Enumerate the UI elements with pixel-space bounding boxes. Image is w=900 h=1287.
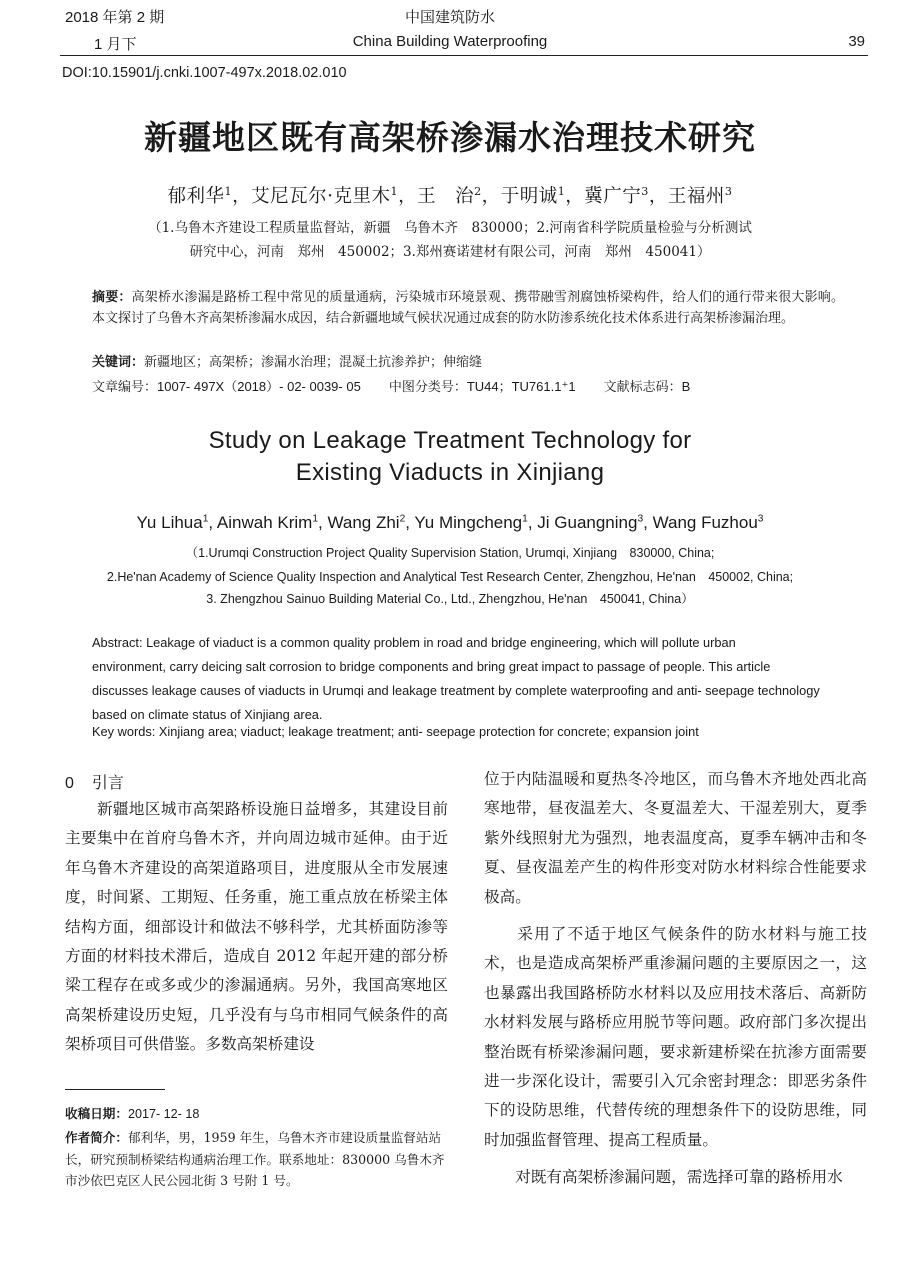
author-aff: 1	[202, 513, 209, 525]
abstract-en-label: Abstract:	[92, 635, 143, 650]
author-en: Wang Fuzhou	[652, 513, 758, 532]
title-en	[0, 425, 900, 489]
affiliation-en-line: 3. Zhengzhou Sainuo Building Material Co., Ltd., Zhengzhou, He'nan 450041, China）	[206, 592, 694, 606]
body-paragraph: 对既有高架桥渗漏问题，需选择可靠的路桥用水	[484, 1168, 843, 1187]
abstract-cn	[92, 286, 844, 329]
page-number: 39	[848, 33, 865, 50]
affiliation-en-line: （1.Urumqi Construction Project Quality Supervision Station, Urumqi, Xinjiang 830000, China;	[185, 546, 715, 560]
keywords-en-label: Key words:	[92, 724, 156, 739]
affiliation-cn-line: （1.乌鲁木齐建设工程质量监督站，新疆 乌鲁木齐 830000；2.河南省科学院质量检验与分析测试	[148, 220, 752, 236]
abstract-en-line: based on climate status of Xinjiang area.	[92, 707, 323, 722]
received-label: 收稿日期：	[65, 1107, 128, 1121]
footnote-rule	[65, 1089, 165, 1090]
abstract-en-line: Leakage of viaduct is a common quality problem in road and bridge engineering, which will pollute urban	[146, 635, 736, 650]
author-aff: 3	[637, 513, 644, 525]
author-cn: 艾尼瓦尔·克里木	[251, 186, 391, 207]
author-bio	[65, 1127, 450, 1191]
clc-number: 中图分类号：TU44；TU761.1⁺1	[388, 379, 576, 394]
author-en: Ainwah Krim	[216, 513, 313, 532]
received-date	[65, 1103, 450, 1125]
author-aff: 2	[399, 513, 406, 525]
author-aff: 1	[522, 513, 528, 525]
keywords-en-text: Xinjiang area; viaduct; leakage treatment; anti- seepage protection for concrete; expansion joint	[158, 724, 699, 739]
body-paragraph: 采用了不适于地区气候条件的防水材料与施工技术，也是造成高架桥严重渗漏问题的主要原因之一，这也暴露出我国路桥防水材料以及应用技术落后、高新防水材料发展与路桥应用脱节等问题。政府部门多次提出整治既有桥梁渗漏问题，要求新建桥梁在抗渗方面需要进一步深化设计，需要引入冗余密封理念：即恶劣条件下的设防思维，代替传统的理想条件下的设防思维，同时加强监督管理、提高工程质量。	[484, 925, 867, 1149]
month-label: 1 月下	[94, 36, 137, 53]
author-cn: 王福州	[667, 186, 725, 207]
keywords-cn-label: 关键词：	[92, 354, 145, 369]
bio-text: 郁利华，男，1959 年生，乌鲁木齐市建设质量监督站站长，研究预制桥梁结构通病治理工作。联系地址：830000 乌鲁木齐市沙依巴克区人民公园北街 3 号附 1 号。	[65, 1130, 445, 1188]
received-value: 2017- 12- 18	[127, 1107, 200, 1121]
author-aff: 3	[724, 184, 733, 198]
keywords-cn	[92, 351, 844, 373]
body-left-column	[65, 795, 448, 1060]
author-aff: 3	[641, 184, 649, 198]
section-title: 引言	[91, 773, 124, 792]
affiliation-cn-line: 研究中心，河南 郑州 450002；3.郑州赛诺建材有限公司，河南 郑州 450041）	[189, 244, 711, 260]
author-cn: 于明诚	[500, 186, 558, 207]
author-cn: 郁利华	[167, 186, 225, 207]
affiliation-en-line: 2.He'nan Academy of Science Quality Inspection and Analytical Test Research Center, Zhengzhou, He'nan 450002, China;	[106, 570, 794, 584]
author-en: Wang Zhi	[327, 513, 400, 532]
author-en: Ji Guangning	[537, 513, 638, 532]
author-aff: 3	[757, 513, 764, 525]
abstract-en-line: environment, carry deicing salt corrosion to bridge components and bring great impact to passage of people. This article	[92, 659, 771, 674]
author-aff: 2	[474, 184, 482, 198]
keywords-en	[92, 724, 699, 739]
authors-en: Yu Lihua$^1$, Ainwah Krim$^1$, Wang Zhi$^2$, Yu Mingcheng$^1$, Ji Guangning$^3$, Wang Fuzhou$^3$	[136, 513, 764, 532]
keywords-cn-text: 新疆地区；高架桥；渗漏水治理；混凝土抗渗养护；伸缩缝	[144, 355, 483, 370]
doi: DOI:10.15901/j.cnki.1007-497x.2018.02.010	[62, 65, 347, 81]
author-en: Yu Lihua	[136, 513, 203, 532]
author-en: Yu Mingcheng	[414, 513, 523, 532]
title-cn: 新疆地区既有高架桥渗漏水治理技术研究	[144, 118, 756, 157]
author-aff: 1	[312, 513, 318, 525]
abstract-en	[92, 631, 842, 727]
bio-label: 作者简介：	[65, 1131, 128, 1145]
author-cn: 冀广宁	[584, 186, 642, 207]
author-aff: 1	[390, 184, 399, 198]
document-code: 文献标志码：B	[603, 379, 691, 394]
article-meta	[92, 376, 718, 395]
journal-name-cn: 中国建筑防水	[404, 8, 495, 26]
abstract-cn-label: 摘要：	[92, 289, 132, 304]
section-heading	[65, 770, 124, 793]
author-aff: 1	[224, 184, 233, 198]
body-paragraph: 新疆地区城市高架路桥设施日益增多，其建设目前主要集中在首府乌鲁木齐，并向周边城市延伸。由于近年乌鲁木齐建设的高架道路项目，进度服从全市发展速度，时间紧、工期短、任务重，施工重点放在桥梁主体结构方面，细部设计和做法不够科学，尤其桥面防渗等方面的材料技术滞后，造成自 2012 年起开建的部分桥梁工程存在或多或少的渗漏通病。另外，我国高寒地区高架桥建设历史短，几乎没有与乌市相同气候条件的高架桥项目可供借鉴。多数高架桥建设	[65, 800, 448, 1054]
article-number: 文章编号：1007- 497X（2018）- 02- 0039- 05	[92, 379, 361, 394]
header-rule	[60, 55, 868, 56]
section-number: 0	[65, 775, 74, 792]
journal-name-en: China Building Waterproofing	[352, 33, 548, 50]
title-en-line: Study on Leakage Treatment Technology for	[208, 427, 692, 454]
author-aff: 1	[557, 184, 566, 198]
abstract-cn-text: 高架桥水渗漏是路桥工程中常见的质量通病，污染城市环境景观、携带融雪剂腐蚀桥梁构件，给人们的通行带来很大影响。本文探讨了乌鲁木齐高架桥渗漏水成因，结合新疆地域气候状况通过成套的防水防渗系统化技术体系进行高架桥渗漏治理。	[92, 290, 844, 326]
body-right-column	[484, 765, 867, 1193]
authors-cn: 郁利华$^1$，艾尼瓦尔·克里木$^1$，王 治$^2$，于明诚$^1$，冀广宁$^3$，王福州$^3$	[167, 184, 733, 207]
title-en-line: Existing Viaducts in Xinjiang	[295, 459, 605, 486]
author-cn: 王 治	[417, 186, 475, 207]
issue-label: 2018 年第 2 期	[65, 9, 165, 26]
body-paragraph: 位于内陆温暖和夏热冬冷地区，而乌鲁木齐地处西北高寒地带，昼夜温差大、冬夏温差大、干湿差别大，夏季紫外线照射尤为强烈，地表温度高，夏季车辆冲击和冬夏、昼夜温差产生的构件形变对防水材料综合性能要求极高。	[484, 770, 867, 906]
abstract-en-line: discusses leakage causes of viaducts in Urumqi and leakage treatment by complete waterproofing and anti- seepage technology	[92, 683, 820, 698]
